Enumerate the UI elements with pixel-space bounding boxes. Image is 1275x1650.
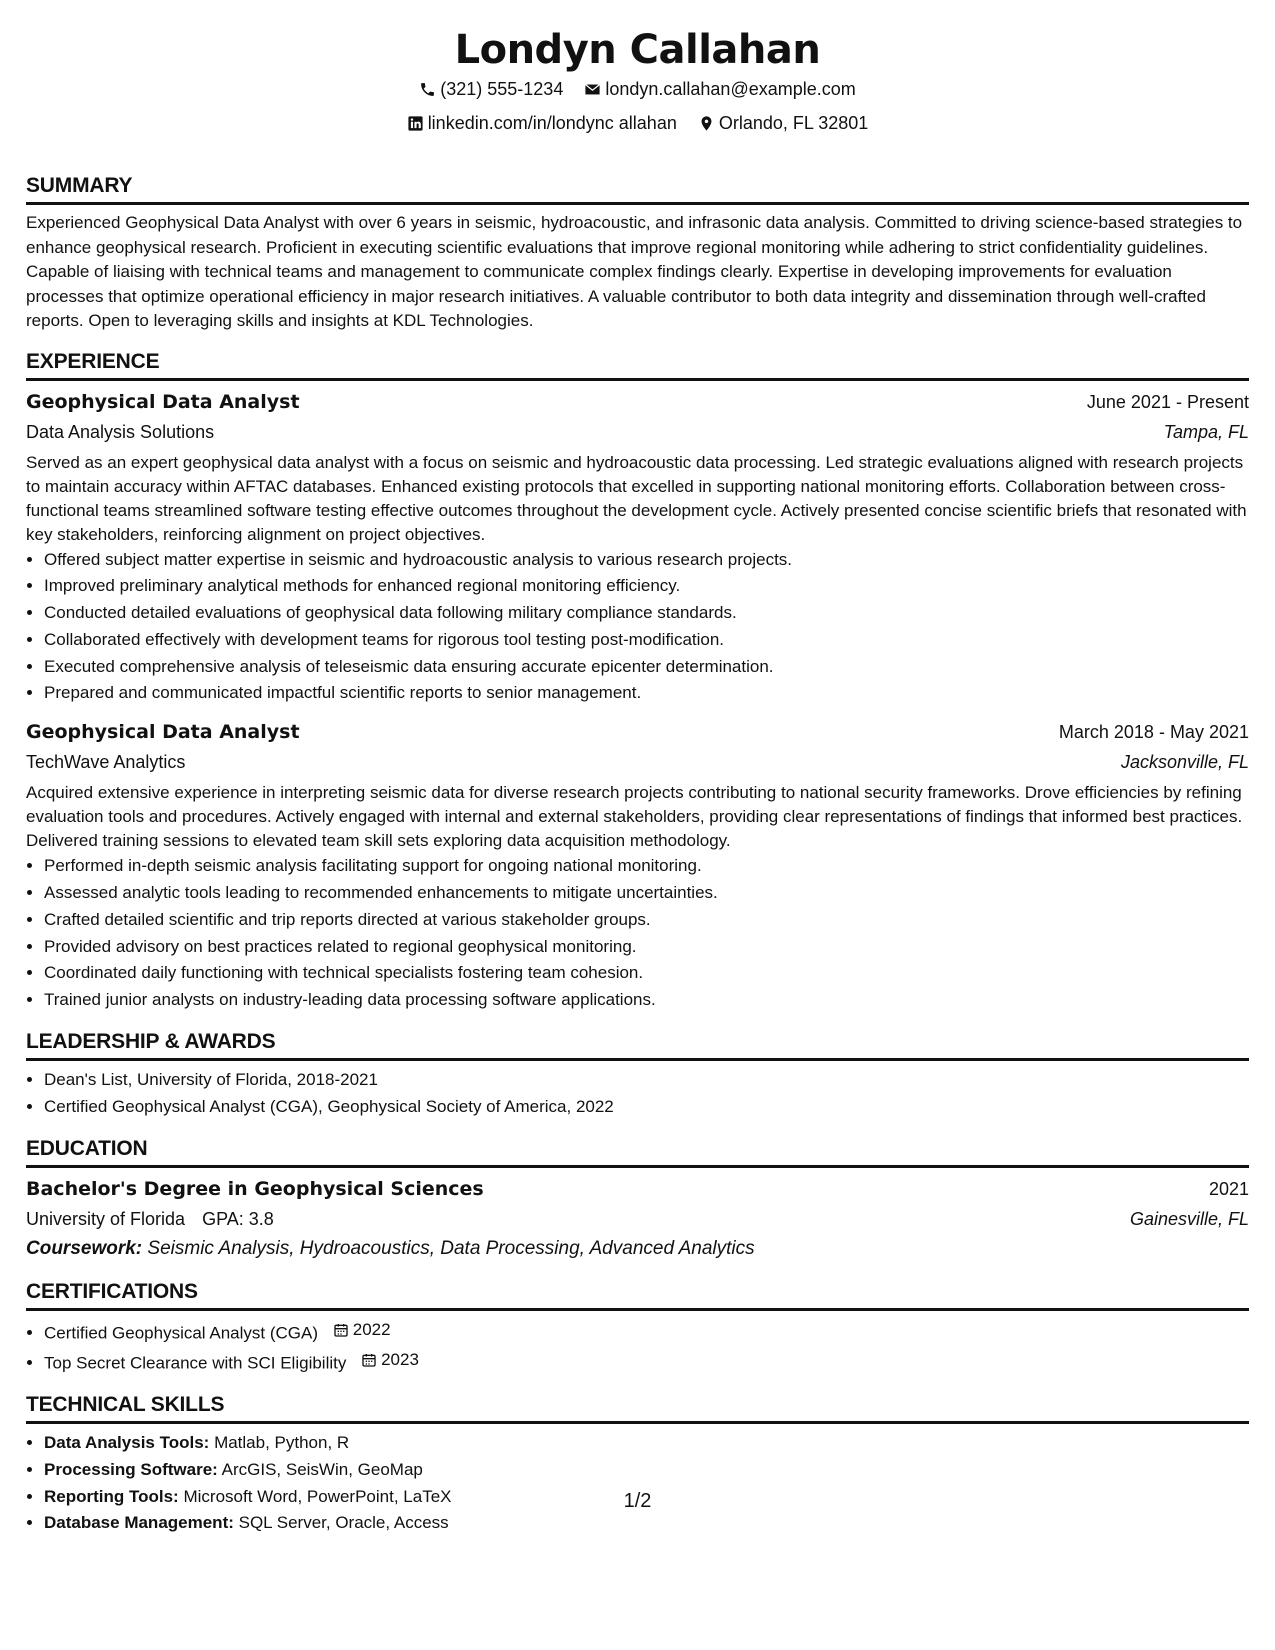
skill-label: Database Management: <box>44 1513 234 1533</box>
skills-section <box>26 1391 1249 1537</box>
job-dates: March 2018 - May 2021 <box>1058 722 1249 743</box>
job-description: Acquired extensive experience in interpreting seismic data for diverse research projects contributing to national security frameworks. Drove efficiencies by refining evaluation tools and procedures. Actively engaged with internal and external stakeholders, providing clear representations of findings that informed best practices. Delivered training sessions to elevated team skill sets exploring data acquisition methodology. <box>26 783 1243 851</box>
linkedin-text: linkedin.com/in/londync allahan <box>427 113 677 133</box>
degree-name: Bachelor's Degree in Geophysical Sciences <box>26 1177 484 1200</box>
calendar-icon <box>361 1352 377 1368</box>
certification-name: Certified Geophysical Analyst (CGA) <box>44 1323 318 1343</box>
certifications-section <box>26 1278 1249 1377</box>
linkedin-icon <box>407 115 424 132</box>
job-description: Served as an expert geophysical data analyst with a focus on seismic and hydroacoustic data processing. Led strategic evaluations aligned with research projects to maintain accuracy within AFTAC databases. Enhanced existing protocols that excelled in supporting national monitoring efforts. Collaboration between cross-functional teams streamlined software testing effective outcomes throughout the development cycle. Actively presented concise scientific briefs that resonated with key stakeholders, reinforcing alignment on project objectives. <box>26 452 1247 544</box>
certification-name: Top Secret Clearance with SCI Eligibility <box>44 1353 347 1373</box>
section-title: CERTIFICATIONS <box>26 1278 1249 1311</box>
skill-value: Microsoft Word, PowerPoint, LaTeX <box>183 1486 452 1506</box>
experience-section <box>26 348 1249 1015</box>
job-title: Geophysical Data Analyst <box>26 721 300 744</box>
coursework <box>26 1234 1249 1264</box>
contact-row-1 <box>26 74 1249 108</box>
skills-list <box>26 1430 1249 1537</box>
school-location: Gainesville, FL <box>1129 1208 1249 1229</box>
skill-value: SQL Server, Oracle, Access <box>238 1513 449 1533</box>
skill-label: Processing Software: <box>44 1459 218 1479</box>
gpa: GPA: 3.8 <box>202 1208 274 1229</box>
map-pin-icon <box>698 115 715 132</box>
graduation-year: 2021 <box>1208 1178 1249 1199</box>
certifications-list <box>26 1317 1249 1377</box>
envelope-icon <box>584 81 601 98</box>
section-title: EDUCATION <box>26 1135 1249 1168</box>
list-item <box>44 1457 1249 1484</box>
calendar-icon <box>333 1322 349 1338</box>
coursework-label: Coursework: <box>26 1237 143 1259</box>
list-item: • Crafted detailed scientific and trip reports directed at various stakeholder groups. <box>44 907 1249 934</box>
list-item: • Provided advisory on best practices related to regional geophysical monitoring. <box>44 934 1249 961</box>
certification-year: 2023 <box>381 1349 419 1369</box>
section-title: LEADERSHIP & AWARDS <box>26 1028 1249 1061</box>
list-item <box>44 1347 1249 1377</box>
job-bullets <box>26 547 1249 708</box>
list-item: • Prepared and communicated impactful scientific reports to senior management. <box>44 680 1249 707</box>
list-item: • Coordinated daily functioning with technical specialists fostering team cohesion. <box>44 960 1249 987</box>
job-location: Jacksonville, FL <box>1120 752 1249 773</box>
phone-icon <box>419 81 436 98</box>
section-title: TECHNICAL SKILLS <box>26 1391 1249 1424</box>
skill-label: Reporting Tools: <box>44 1486 179 1506</box>
list-item: • Executed comprehensive analysis of teleseismic data ensuring accurate epicenter determination. <box>44 654 1249 681</box>
job-company: Data Analysis Solutions <box>26 421 215 442</box>
skill-value: Matlab, Python, R <box>214 1433 350 1453</box>
certification-date <box>361 1347 419 1374</box>
job-location: Tampa, FL <box>1163 421 1249 442</box>
section-title: SUMMARY <box>26 172 1249 205</box>
candidate-name: Londyn Callahan <box>454 27 821 73</box>
list-item: • Offered subject matter expertise in seismic and hydroacoustic analysis to various research projects. <box>44 547 1249 574</box>
coursework-list: Seismic Analysis, Hydroacoustics, Data Processing, Advanced Analytics <box>147 1237 755 1259</box>
phone-contact <box>419 74 563 105</box>
skill-value: ArcGIS, SeisWin, GeoMap <box>221 1459 423 1479</box>
list-item: • Trained junior analysts on industry-leading data processing software applications. <box>44 987 1249 1014</box>
list-item: • Conducted detailed evaluations of geophysical data following military compliance standards. <box>44 600 1249 627</box>
list-item <box>44 1317 1249 1347</box>
linkedin-contact[interactable] <box>407 108 677 139</box>
list-item: • Collaborated effectively with development teams for rigorous tool testing post-modification. <box>44 627 1249 654</box>
job-title: Geophysical Data Analyst <box>26 390 300 413</box>
certification-year: 2022 <box>352 1319 391 1339</box>
leadership-list <box>26 1067 1249 1121</box>
job-company: TechWave Analytics <box>26 752 186 773</box>
list-item: • Performed in-depth seismic analysis facilitating support for ongoing national monitoring. <box>44 853 1249 880</box>
job-bullets <box>26 853 1249 1014</box>
email-text: londyn.callahan@example.com <box>605 79 856 99</box>
job-dates: June 2021 - Present <box>1086 391 1249 412</box>
email-contact[interactable] <box>584 74 855 105</box>
list-item <box>44 1430 1249 1457</box>
list-item: • Assessed analytic tools leading to recommended enhancements to mitigate uncertainties. <box>44 880 1249 907</box>
education-section <box>26 1135 1249 1264</box>
list-item <box>44 1510 1249 1537</box>
summary-text: Experienced Geophysical Data Analyst with over 6 years in seismic, hydroacoustic, and infrasonic data analysis. Committed to driving science-based strategies to enhance geophysical research. Proficient in executing scientific evaluations that improve regional monitoring while adhering to strict confidentiality guidelines. Capable of liaising with technical teams and management to communicate complex findings clearly. Expertise in developing improvements for evaluation processes that optimize operational efficiency in major research initiatives. A valuable contributor to both data integrity and dissemination through well-crafted reports. Open to leveraging skills and insights at KDL Technologies. <box>26 213 1243 330</box>
phone-text: (321) 555-1234 <box>440 79 564 99</box>
school-info <box>26 1204 274 1234</box>
location-text: Orlando, FL 32801 <box>718 113 869 133</box>
section-title: EXPERIENCE <box>26 348 1249 381</box>
contact-row-2 <box>26 108 1249 142</box>
location-contact <box>698 108 868 139</box>
summary-section <box>26 172 1249 334</box>
list-item: • Certified Geophysical Analyst (CGA), Geophysical Society of America, 2022 <box>44 1094 1249 1121</box>
list-item: • Improved preliminary analytical methods for enhanced regional monitoring efficiency. <box>44 573 1249 600</box>
school-name: University of Florida <box>26 1208 186 1229</box>
job-entry <box>26 717 1249 1014</box>
job-entry <box>26 387 1249 708</box>
certification-date <box>333 1317 391 1344</box>
page-number: 1/2 <box>623 1490 652 1512</box>
list-item: • Dean's List, University of Florida, 2018-2021 <box>44 1067 1249 1094</box>
leadership-section <box>26 1028 1249 1121</box>
skill-label: Data Analysis Tools: <box>44 1433 210 1453</box>
